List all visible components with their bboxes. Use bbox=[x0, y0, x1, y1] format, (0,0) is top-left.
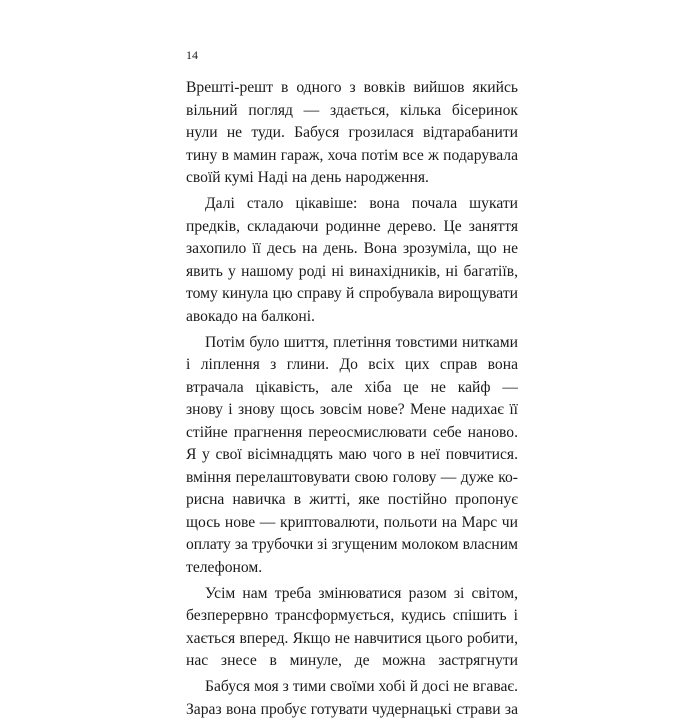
text-line: телефоном. bbox=[186, 558, 263, 576]
text-line: нули не туди. Бабуся грозилася відтарабанити bbox=[186, 124, 518, 141]
text-line: тому кинула цю справу й спробувала вирощувати bbox=[186, 285, 518, 302]
text-line: тину в мамин гараж, хоча потім все ж подарувала bbox=[186, 146, 518, 164]
text-line: Врешті-решт в одного з вовків вийшов якийсь bbox=[186, 79, 518, 96]
text-line: Я у свої вісімнадцять маю чого в неї повчитися. bbox=[186, 446, 518, 463]
text-line: захопило її десь на день. Вона зрозуміла, що не bbox=[186, 240, 518, 257]
paragraph bbox=[186, 77, 518, 190]
text-line: Зараз вона пробує готувати чудернацькі страви за bbox=[186, 700, 518, 718]
text-line: предків, складаючи родинне дерево. Це заняття bbox=[186, 217, 518, 235]
text-line: явить у нашому роді ні винахідників, ні багатіїв, bbox=[186, 262, 518, 280]
text-line: безперервно трансформується, кудись спішить і bbox=[186, 607, 518, 624]
text-line: вміння перелаштовувати свою голову — дуже ко- bbox=[186, 468, 518, 486]
text-line: оплату за трубочки зі згущеним молоком власним bbox=[186, 536, 518, 553]
text-line: Далі стало цікавіше: вона почала шукати bbox=[205, 195, 518, 212]
text-line: рисна навичка в житті, яке постійно пропонує bbox=[186, 491, 518, 508]
body-text bbox=[186, 77, 518, 725]
page-number: 14 bbox=[186, 48, 198, 62]
text-line: Потім було шиття, плетіння товстими нитками bbox=[205, 333, 518, 351]
paragraph bbox=[186, 676, 518, 721]
paragraph bbox=[186, 193, 518, 328]
text-line: своїй кумі Наді на день народження. bbox=[186, 169, 429, 186]
text-line: вільний погляд — здається, кілька бісеринок bbox=[186, 101, 518, 119]
text-line: знову і знову щось зовсім нове? Мене надихає її bbox=[186, 401, 518, 418]
text-line: і ліплення з глини. До всіх цих справ вона bbox=[186, 356, 518, 373]
text-line: щось нове — криптовалюти, польоти на Марс чи bbox=[186, 513, 518, 531]
text-line: Бабуся моя з тими своїми хобі й досі не вгаває. bbox=[205, 678, 518, 695]
text-line: хається вперед. Якщо не навчитися цього робити, bbox=[186, 629, 518, 647]
text-line: нас знесе в минуле, де можна застрягнути bbox=[186, 652, 518, 669]
text-line: втрачала цікавість, але хіба це не кайф — bbox=[186, 378, 518, 396]
text-line: авокадо на балконі. bbox=[186, 307, 315, 325]
text-line: Усім нам треба змінюватися разом зі світом, bbox=[205, 584, 518, 602]
paragraph bbox=[186, 583, 518, 673]
paragraph bbox=[186, 332, 518, 580]
text-line: стійне прагнення переосмислювати себе наново. bbox=[186, 423, 518, 441]
